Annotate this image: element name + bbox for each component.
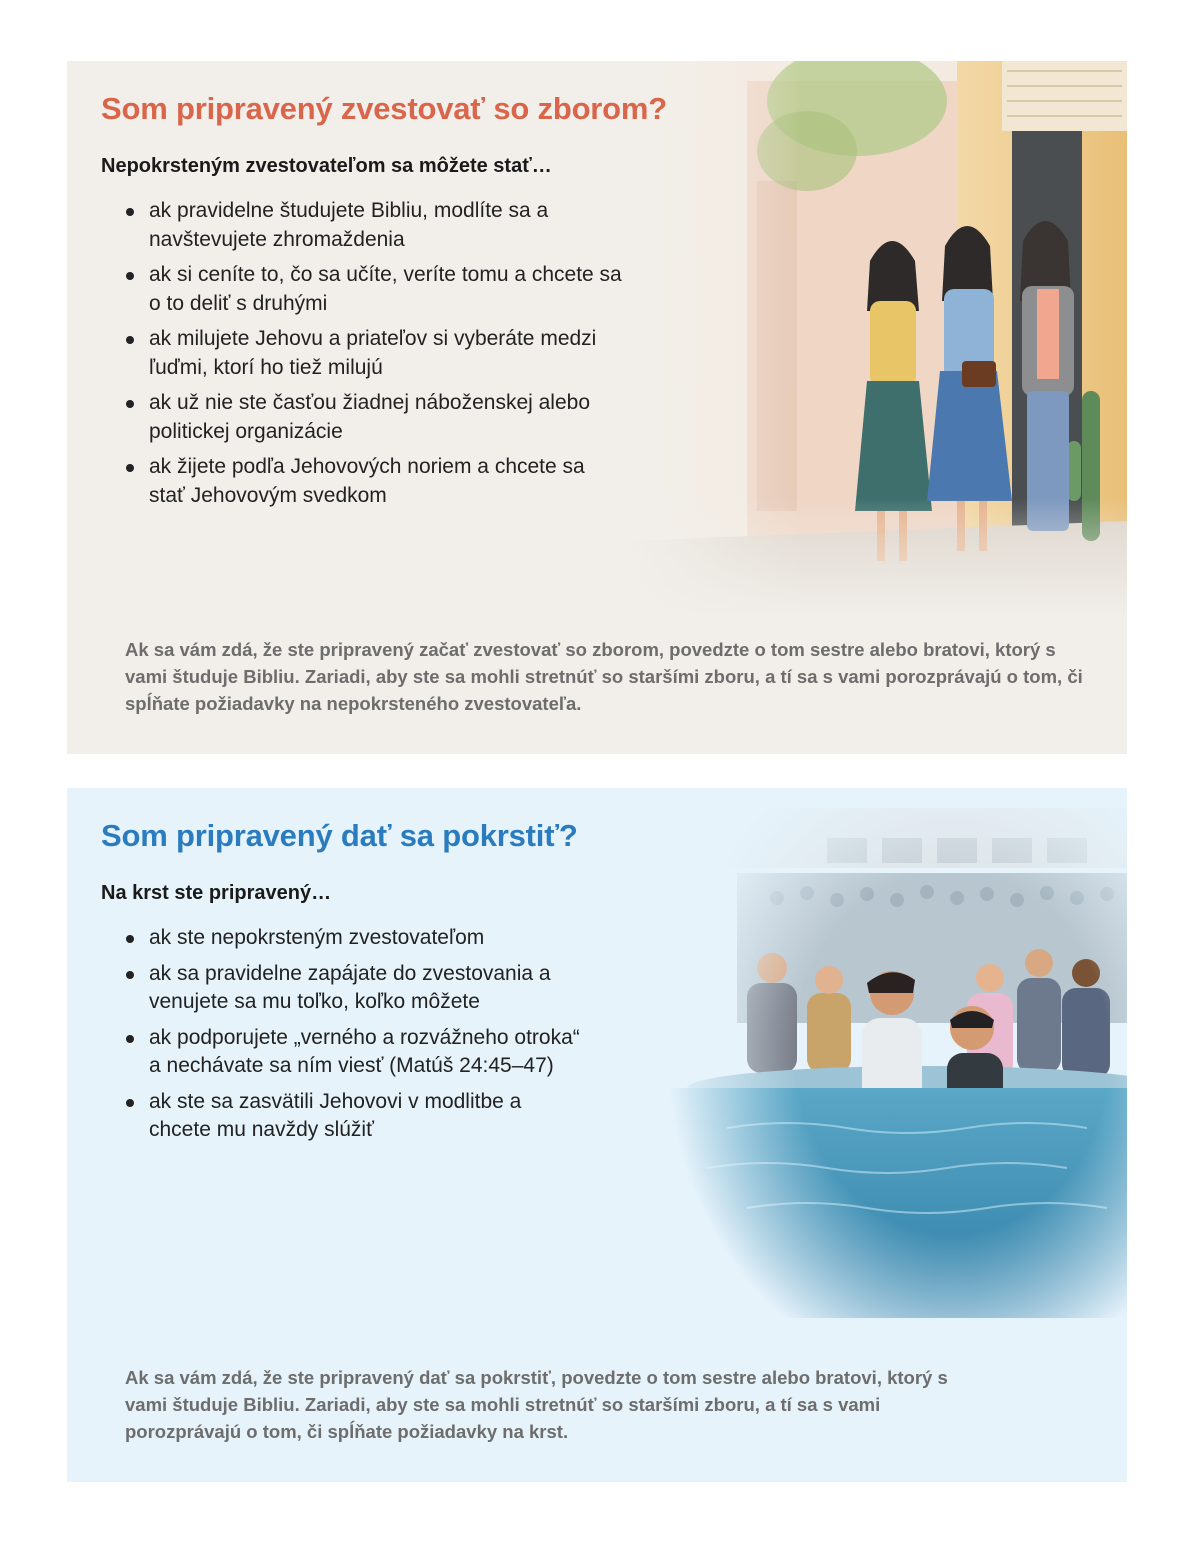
- list-item: ak ste sa zasvätili Jehovovi v modlitbe a chcete mu navždy slúžiť: [125, 1088, 585, 1145]
- bullet-icon: [126, 1099, 134, 1107]
- publisher-subtitle: Nepokrsteným zvestovateľom sa môžete stať…: [101, 155, 552, 177]
- baptism-title: Som pripravený dať sa pokrstiť?: [101, 818, 578, 853]
- baptism-panel: [67, 788, 1127, 1482]
- baptism-requirements-list: [125, 924, 585, 1152]
- street-witnessing-illustration: [627, 61, 1127, 621]
- baptism-illustration: [667, 788, 1127, 1318]
- list-item: ak sa pravidelne zapájate do zvestovania a venujete sa mu toľko, koľko môžete: [125, 960, 585, 1017]
- list-item: ak milujete Jehovu a priateľov si vyberáte medzi ľuďmi, ktorí ho tiež milujú: [125, 325, 625, 382]
- list-item: ak pravidelne študujete Bibliu, modlíte sa a navštevujete zhromaždenia: [125, 197, 625, 254]
- baptism-subtitle: Na krst ste pripravený…: [101, 882, 332, 904]
- publisher-panel: [67, 61, 1127, 754]
- publisher-title: Som pripravený zvestovať so zborom?: [101, 91, 668, 126]
- list-item: ak už nie ste časťou žiadnej náboženskej alebo politickej organizácie: [125, 389, 625, 446]
- bullet-icon: [126, 272, 134, 280]
- bullet-icon: [126, 935, 134, 943]
- bullet-icon: [126, 464, 134, 472]
- publisher-requirements-list: [125, 197, 625, 517]
- publisher-note: Ak sa vám zdá, že ste pripravený začať zvestovať so zborom, povedzte o tom sestre alebo bratovi, ktorý s vami študuje Bibliu. Zariadi, aby ste sa mohli stretnúť so staršími zboru, a tí sa s vami porozprávajú o tom, či spĺňate požiadavky na nepokrsteného zvestovateľa.: [125, 639, 1083, 714]
- list-item: ak žijete podľa Jehovových noriem a chcete sa stať Jehovovým svedkom: [125, 453, 625, 510]
- list-item: ak si ceníte to, čo sa učíte, veríte tomu a chcete sa o to deliť s druhými: [125, 261, 625, 318]
- baptism-note: Ak sa vám zdá, že ste pripravený dať sa pokrstiť, povedzte o tom sestre alebo bratovi, ktorý s vami študuje Bibliu. Zariadi, aby ste sa mohli stretnúť so staršími zboru, a tí sa s vami porozprávajú o tom, či spĺňate požiadavky na krst.: [125, 1367, 948, 1442]
- list-item: ak ste nepokrsteným zvestovateľom: [125, 924, 585, 953]
- bullet-icon: [126, 1035, 134, 1043]
- bullet-icon: [126, 400, 134, 408]
- bullet-icon: [126, 971, 134, 979]
- bullet-icon: [126, 336, 134, 344]
- list-item: ak podporujete „verného a rozvážneho otroka“ a nechávate sa ním viesť (Matúš 24:45–47): [125, 1024, 585, 1081]
- bullet-icon: [126, 208, 134, 216]
